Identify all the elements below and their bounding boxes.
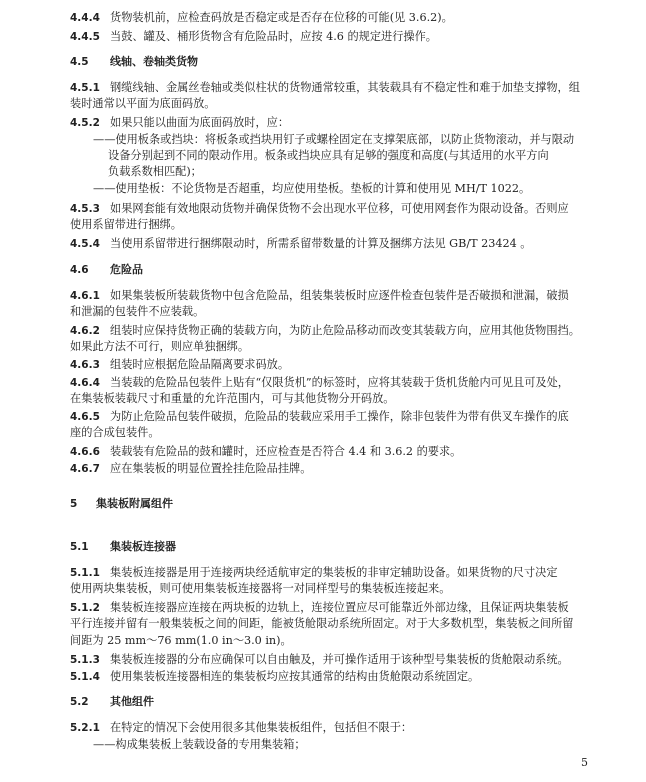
clause-4-5-2: 4.5.2 如果只能以曲面为底面码放时，应： [70,116,290,129]
clause-5-1-2: 5.1.2 集装板连接器应连接在两块板的边轨上，连接位置应尽可能靠近外部边缘，且保证两块集装板 [70,601,569,614]
section-heading-5-2: 5.2 其他组件 [70,695,154,708]
clause-5-1-4: 5.1.4 使用集装板连接器相连的集装板均应按其通常的结构由货舱限动系统固定。 [70,670,480,683]
clause-continuation: 使用系留带进行捆绑。 [70,218,182,231]
clause-5-1-1: 5.1.1 集装板连接器是用于连接两块经适航审定的集装板的非审定辅助设备。如果货物的尺寸决定 [70,566,558,579]
clause-4-6-3: 4.6.3 组装时应根据危险品隔离要求码放。 [70,358,290,371]
section-heading-4-5: 4.5 线轴、卷轴类货物 [70,55,198,68]
clause-continuation: 如果此方法不可行，则应单独捆绑。 [70,340,250,353]
clause-continuation: 平行连接并留有一般集装板之间的间距，能被货舱限动系统所固定。对于大多数机型，集装板之间所留 [70,617,574,630]
clause-4-6-4: 4.6.4 当装载的危险品包装件上贴有“仅限货机”的标签时，应将其装载于货机货舱内可见且可及处， [70,376,569,389]
clause-4-4-4: 4.4.4 货物装机前，应检查码放是否稳定或是否存在位移的可能(见 3.6.2)。 [70,11,453,24]
clause-continuation: 装时通常以平面为底面码放。 [70,97,216,110]
list-item: ——使用垫板：不论货物是否超重，均应使用垫板。垫板的计算和使用见 MH/T 1022。 [93,182,531,195]
clause-continuation: 间距为 25 mm～76 mm(1.0 in～3.0 in)。 [70,634,292,647]
clause-4-5-4: 4.5.4 当使用系留带进行捆绑限动时，所需系留带数量的计算及捆绑方法见 GB/T 23424 。 [70,237,532,250]
clause-continuation: 和泄漏的包装件不应装载。 [70,305,205,318]
clause-4-5-3: 4.5.3 如果网套能有效地限动货物并确保货物不会出现水平位移，可使用网套作为限动设备。否则应 [70,202,569,215]
clause-4-6-2: 4.6.2 组装时应保持货物正确的装载方向，为防止危险品移动而改变其装载方向，应用其他货物围挡。 [70,324,580,337]
clause-4-4-5: 4.4.5 当鼓、罐及、桶形货物含有危险品时，应按 4.6 的规定进行操作。 [70,30,437,43]
list-item: ——构成集装板上装载设备的专用集装箱； [93,738,306,751]
clause-continuation: 座的合成包装件。 [70,426,160,439]
clause-5-2-1: 5.2.1 在特定的情况下会使用很多其他集装板组件，包括但不限于： [70,721,413,734]
clause-4-6-6: 4.6.6 装载装有危险品的鼓和罐时，还应检查是否符合 4.4 和 3.6.2 的要求。 [70,445,462,458]
clause-continuation: 使用两块集装板，则可使用集装板连接器将一对同样型号的集装板连接起来。 [70,582,451,595]
clause-4-6-7: 4.6.7 应在集装板的明显位置拴挂危险品挂牌。 [70,462,312,475]
clause-4-6-1: 4.6.1 如果集装板所装载货物中包含危险品，组装集装板时应逐件检查包装件是否破损和泄漏，破损 [70,289,569,302]
clause-continuation: 设备分别起到不同的限动作用。板条或挡块应具有足够的强度和高度(与其适用的水平方向 [108,149,549,162]
section-heading-4-6: 4.6 危险品 [70,263,143,276]
clause-4-5-1: 4.5.1 钢缆线轴、金属丝卷轴或类似柱状的货物通常较重，其装载具有不稳定性和难于加垫支撑物，组 [70,81,580,94]
clause-5-1-3: 5.1.3 集装板连接器的分布应确保可以自由触及，并可操作适用于该种型号集装板的货舱限动系统。 [70,653,569,666]
chapter-heading-5: 5 集装板附属组件 [70,497,173,510]
list-item: ——使用板条或挡块：将板条或挡块用钉子或螺栓固定在支撑架底部，以防止货物滚动，并与限动 [93,133,575,146]
section-heading-5-1: 5.1 集装板连接器 [70,540,176,553]
page-number: 5 [581,756,588,769]
clause-4-6-5: 4.6.5 为防止危险品包装件破损，危险品的装载应采用手工操作，除非包装件为带有供叉车操作的底 [70,410,569,423]
clause-continuation: 负载系数相匹配)； [108,165,202,178]
clause-continuation: 在集装板装载尺寸和重量的允许范围内，可与其他货物分开码放。 [70,392,395,405]
